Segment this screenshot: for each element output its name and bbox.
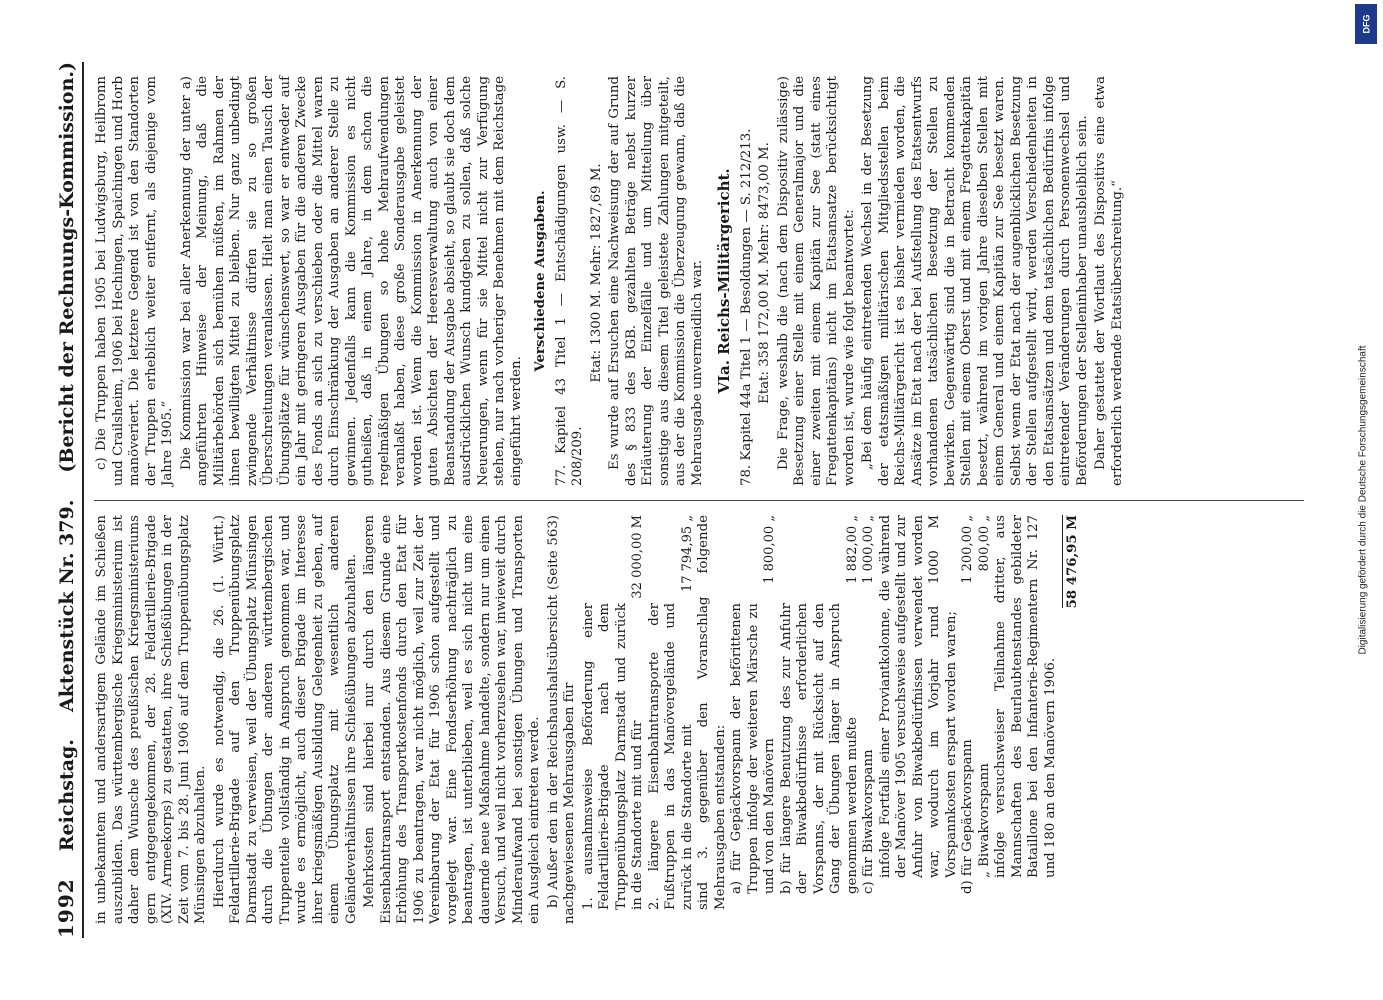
header-title-right: (Bericht der Rechnungs-Kommission.) xyxy=(56,62,78,473)
expense-a-amount: 1 800,00 „ xyxy=(762,515,777,584)
expense-d2-amount: 800,00 „ xyxy=(976,515,992,572)
expense-d-amount: 1 200,00 „ xyxy=(960,515,975,584)
expense-d-text: d) für Gepäckvorspann xyxy=(960,739,975,894)
expense-item-3: sind 3. gegenüber den Voranschlag folgende Mehrausgaben entstanden: xyxy=(696,515,728,910)
document-page xyxy=(40,40,1330,960)
expense-a xyxy=(729,515,779,924)
digitization-credit: Digitalisierung gefördert durch die Deutsche Forschungsgemeinschaft xyxy=(1357,345,1369,655)
left-paragraph-4: b) Außer den in der Reichshaushaltsübersicht (Seite 563) nachgewiesenen Mehrausgaben für xyxy=(545,515,577,924)
expense-d2-text: „ Biwakvorspann xyxy=(976,763,992,878)
expense-c xyxy=(861,515,878,924)
right-paragraph-c: c) Die Truppen haben 1905 bei Ludwigsburg, Heilbronn und Crailsheim, 1906 bei Hechingen, Spaichingen und Horb manöveriert. Die letztere Gegend ist von den Standorten der Truppen erheblich weiter entfernt, als diejenige vom Jahre 1905.“ xyxy=(94,76,175,486)
section-heading-misc: Verschiedene Ausgaben. xyxy=(533,190,548,372)
expense-item-1 xyxy=(581,515,647,924)
expense-total xyxy=(1063,515,1082,924)
item-77-etat: Etat: 1300 M. Mehr: 1827,69 M. xyxy=(588,163,604,383)
expense-item-2-amount: 17 794,95 „ xyxy=(679,515,695,593)
expense-a-text: a) für Gepäckvorspann der beförittenen Truppen infolge der weiteren Märsche zu und von den Manövern xyxy=(729,603,777,894)
header-title-mid: Aktenstück Nr. 379. xyxy=(56,499,78,713)
expense-item-1-text: 1. ausnahmsweise Beförderung einer Feldartillerie-Brigade nach dem Truppenübungsplatz Darmstadt und zurück in die Standorte mit und für xyxy=(580,603,645,910)
item-78-text-b: „Bei dem häufig eintretenden Wechsel in der Besetzung der etatsmäßigen militärischen Mitgliedsstellen beim Reichs-Militärgericht ist es bisher vermieden worden, die Ansätze im Etat nach der bei Aufstellung des Etatsentwurfs vorhandenen tatsächlichen Besetzung der Stellen zu bewirken. Gegenwärtig sind die in Betracht kommenden Stellen mit einem Oberst und mit einem Fregattenkapitän besetzt, während im vorigen Jahre dieselben Stellen mit einem General und einem Kapitän zur See besetzt waren. Selbst wenn der Etat nach der augenblicklichen Besetzung der Stellen aufgestellt wird, werden Verschiedenheiten in den Etatsansätzen und dem tatsächlichen Bedürfnis infolge eintretender Veränderungen durch Personenwechsel und Beförderungen der Stelleninhaber unausbleiblich sein. xyxy=(860,76,1090,486)
dfg-logo-text: DFG xyxy=(1361,14,1371,34)
expense-c-amount: 1 000,00 „ xyxy=(861,515,876,584)
right-paragraph-commission: Die Kommission war bei aller Anerkennung der unter a) angeführten Hinweise der Meinung, daß die Militärbehörden sich bemühen müßten, im Rahmen der ihnen bewilligten Mittel zu bleiben. Nur ganz unbedingt zwingende Verhältnisse dürfen sie zu so großen Überschreitungen veranlassen. Hielt man einen Tausch der Übungsplätze für wünschenswert, so war er entweder auf ein Jahr mit geringeren Ausgaben für die anderen Zwecke des Fonds an sich zu verschieben oder die Mittel waren durch Einschränkung der Ausgaben an anderer Stelle zu gewinnen. Jedenfalls kann die Kommission es nicht gutheißen, daß in einem Jahre, in dem schon die regelmäßigen Übungen so hohe Mehraufwendungen veranlaßt haben, diese große Sonderausgabe geleistet worden ist. Wenn die Kommission in Anerkennung der guten Absichten der Heeresverwaltung auch von einer Beanstandung der Ausgabe absieht, so glaubt sie doch dem ausdrücklichen Wunsch kundgeben zu sollen, daß solche Neuerungen, wenn für sie Mittel nicht zur Verfügung stehen, nur nach vorheriger Benehmen mit dem Reichstage eingeführt werden. xyxy=(178,76,524,486)
item-77-text: Es wurde auf Ersuchen eine Nachweisung der auf Grund des § 833 des BGB. gezahlten Beträge nebst kurzer Erläuterung der Einzelfälle und um Mitteilung über sonstige aus diesem Titel geleistete Zahlungen mitgeteilt, aus der die Kommission die Überzeugung gewann, daß die Mehrausgabe unvermeidlich war. xyxy=(607,76,705,486)
right-column xyxy=(94,62,1304,500)
expense-d2 xyxy=(977,515,994,924)
expense-b xyxy=(779,515,862,924)
expense-item-2 xyxy=(647,515,697,924)
dfg-logo xyxy=(1355,4,1377,44)
item-78-title: 78. Kapitel 44a Titel 1 — Besoldungen — S. 212/213. xyxy=(738,128,754,486)
section-heading-court: VIa. Reichs-Militärgericht. xyxy=(715,168,733,394)
expense-d-detail: infolge versuchsweiser Teilnahme dritter, aus Mannschaften des Beurlaubtenstandes gebildeter Bataillone bei den Infanterie-Regimentern Nr. 127 und 180 an den Manövern 1906. xyxy=(993,515,1058,878)
expense-b-amount: 1 882,00 „ xyxy=(844,515,860,584)
item-78-text-a: Die Frage, weshalb die (nach dem Dispositiv zulässige) Besetzung einer Stelle mit einem Generalmajor und die einer zweiten mit einem Kapitän zur See (statt eines Fregattenkapitäns) nicht im Etatsansatze berücksichtigt worden ist, wurde wie folgt beantwortet: xyxy=(775,76,857,486)
expense-item-1-amount: 32 000,00 M xyxy=(630,515,645,599)
digitization-sidebar xyxy=(1343,0,1383,1000)
item-78-etat: Etat: 358 172,00 M. Mehr: 8473,00 M. xyxy=(757,142,772,404)
item-78-text-c: Daher gestattet der Wortlaut des Dispositivs eine etwa erforderlich werdende Etatsüberschreitung.“ xyxy=(1093,76,1125,486)
expense-d xyxy=(960,515,977,924)
left-column xyxy=(94,500,1304,938)
expense-c-detail: infolge Fortfalls einer Proviantkolonne, die während der Manöver 1905 versuchsweise aufgestellt und zur Anfuhr von Biwakbedürfnissen verwendet worden war, wodurch im Vorjahr rund 1000 M Vorspannkosten erspart worden waren; xyxy=(877,515,959,878)
item-77-title: 77. Kapitel 43 Titel 1 — Entschädigungen usw. — S. 208/209. xyxy=(553,76,585,486)
expense-total-amount: 58 476,95 M xyxy=(1062,515,1080,608)
page-header xyxy=(54,62,84,938)
expense-item-2-text: 2. längere Eisenbahntransporte der Fußtruppen in das Manövergelände und zurück in die Standorte mit xyxy=(646,603,695,910)
left-paragraph-2: Hierdurch wurde es notwendig, die 26. (1. Württ.) Feldartillerie-Brigade auf den Truppenübungsplatz Darmstadt zu verweisen, weil der Übungsplatz Münsingen durch die Übungen der anderen württembergischen Truppenteile vollständig in Anspruch genommen war, und wurde es ermöglicht, auch dieser Brigade im Interesse ihrer kriegsmäßigen Ausbildung Gelegenheit zu geben, auf einem Übungsplatz mit wesentlich anderen Geländeverhältnissen ihre Schießübungen abzuhalten. xyxy=(211,515,359,924)
left-paragraph-1: in unbekanntem und andersartigem Gelände im Schießen auszubilden. Das württembergische Kriegsministerium ist daher dem Wunsche des preußischen Kriegsministeriums gern entgegengekommen, der 28. Feldartillerie-Brigade (XIV. Armeekorps) zu gestatten, ihre Schießübungen in der Zeit vom 7. bis 28. Juni 1906 auf dem Truppenübungsplatz Münsingen abzuhalten. xyxy=(94,515,208,924)
expense-b-text: b) für längere Benutzung des zur Anfuhr der Biwakbedürfnisse erforderlichen Vorspanns, der mit Rücksicht auf den Gang der Übungen länger in Anspruch genommen werden mußte xyxy=(778,603,860,894)
header-title-left: Reichstag. xyxy=(56,739,78,852)
left-paragraph-3: Mehrkosten sind hierbei nur durch den längeren Eisenbahntransport entstanden. Aus diesem Grunde eine Erhöhung des Transportkostenfonds durch den Etat für 1906 zu beantragen, war nicht möglich, weil zur Zeit der Vereinbarung der Etat für 1906 schon aufgestellt und vorgelegt war. Eine Fondserhöhung nachträglich zu beantragen, ist unterblieben, weil es sich nicht um eine dauernde neue Maßnahme handelte, sondern nur um einen Versuch, und weil nicht vorherzusehen war, inwieweit durch Minderaufwand bei sonstigen Übungen und Transporten ein Ausgleich eintreten werde. xyxy=(362,515,542,924)
expense-c-text: c) für Biwakvorspann xyxy=(861,749,876,894)
page-number: 1992 xyxy=(54,878,78,938)
